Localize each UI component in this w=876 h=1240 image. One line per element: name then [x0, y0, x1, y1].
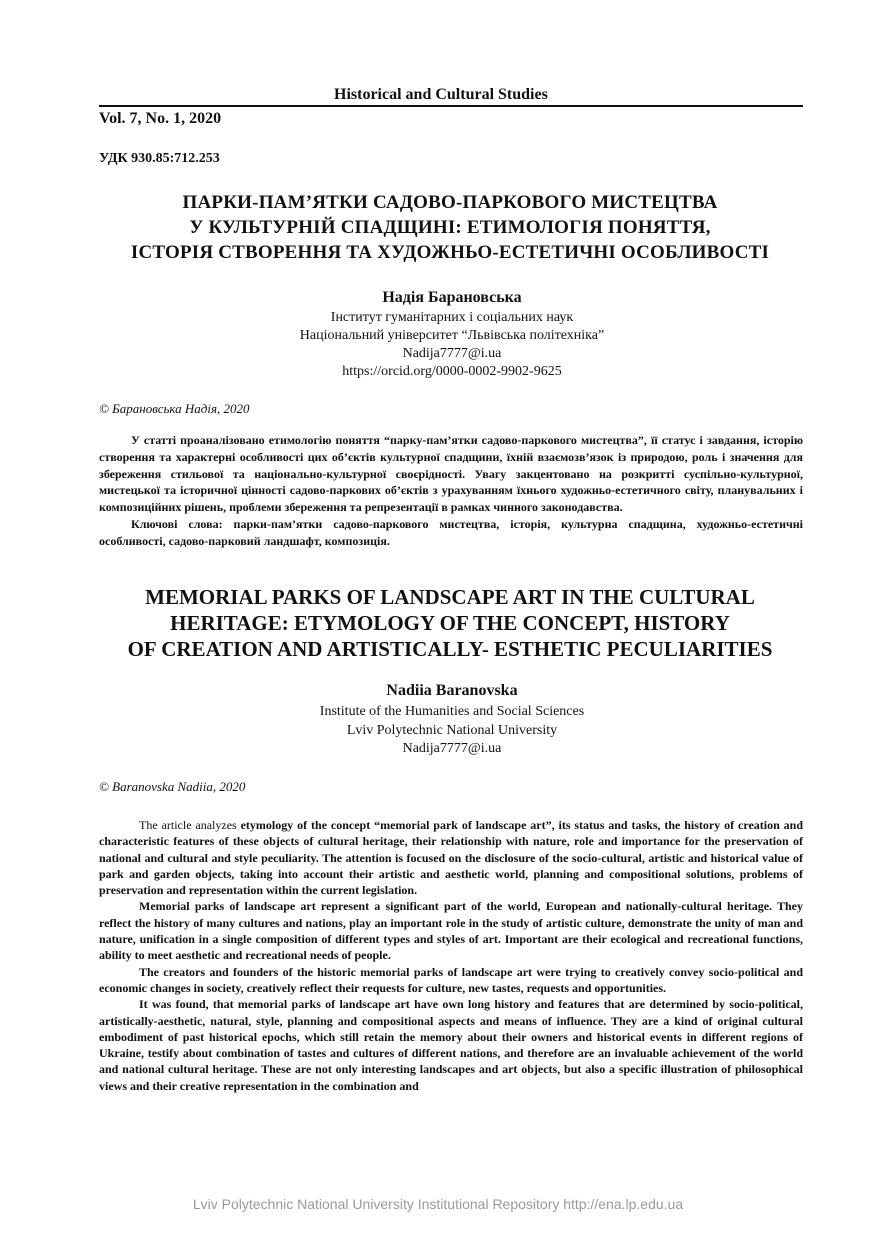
abstract-paragraph: It was found, that memorial parks of landscape art have own long history and features that are determined by socio-political, artistically-aesthetic, natural, style, planning and compositional aspects and means of influence. They are a kind of original cultural embodiment of past historical epochs, which still retain the memory about their owners and historical events in different regions of Ukraine, testify about combination of tastes and cultures of different nations, and therefore are an invaluable achievement of the world and national cultural heritage. These are not only interesting landscapes and art objects, but also a specific illustration of philosophical views and their creative representation in the combination and	[99, 997, 803, 1093]
orcid-link[interactable]: https://orcid.org/0000-0002-9902-9625	[342, 364, 562, 379]
repository-footer: Lviv Polytechnic National University Institutional Repository http://ena.lp.edu.ua	[192, 1196, 684, 1212]
udk-code: УДК 930.85:712.253	[99, 151, 220, 166]
copyright-ukrainian: © Барановська Надія, 2020	[99, 401, 250, 416]
author-ukrainian: Надія Барановська	[382, 289, 522, 306]
affiliation-line: Institute of the Humanities and Social Sciences	[319, 704, 585, 719]
title-en-line: OF CREATION AND ARTISTICALLY- ESTHETIC PECULIARITIES	[127, 637, 773, 661]
title-ua-line: ПАРКИ-ПАМ’ЯТКИ САДОВО-ПАРКОВОГО МИСТЕЦТВА	[182, 192, 718, 213]
title-en-line: HERITAGE: ETYMOLOGY OF THE CONCEPT, HISTORY	[170, 611, 730, 635]
abstract-text: etymology of the concept “memorial park of landscape art”, its status and tasks, the history of creation and characteristic features of these objects of cultural heritage, their relationship with nature, role and importance for the preservation of national and cultural and style peculiarity. The attention is focused on the disclosure of the socio-cultural, artistic and historical value of park and garden objects, taking into account their artistic and aesthetic world, planning and compositional solutions, problems of preservation and representation within the current legislation.	[99, 818, 804, 898]
title-ua-line: ІСТОРІЯ СТВОРЕННЯ ТА ХУДОЖНЬО-ЕСТЕТИЧНІ ОСОБЛИВОСТІ	[130, 242, 770, 263]
abstract-ukrainian	[99, 432, 803, 550]
title-ukrainian	[60, 190, 840, 265]
volume-info: Vol. 7, No. 1, 2020	[99, 110, 222, 127]
affiliation-ukrainian	[0, 309, 876, 381]
title-en-line: MEMORIAL PARKS OF LANDSCAPE ART IN THE CULTURAL	[145, 585, 755, 609]
copyright-english: © Baranovska Nadiia, 2020	[99, 779, 246, 794]
title-english	[60, 584, 840, 662]
email-link[interactable]: Nadija7777@i.ua	[402, 741, 502, 756]
abstract-lead: The article analyzes	[139, 818, 237, 832]
title-ua-line: У КУЛЬТУРНІЙ СПАДЩИНІ: ЕТИМОЛОГІЯ ПОНЯТТЯ,	[189, 217, 711, 238]
affiliation-english	[0, 703, 876, 759]
header-rule	[99, 105, 803, 107]
journal-title: Historical and Cultural Studies	[334, 86, 548, 103]
abstract-paragraph: The creators and founders of the historic memorial parks of landscape art were trying to creatively convey socio-political and economic changes in society, creatively reflect their requests for culture, new tastes, requests and opportunities.	[99, 964, 803, 995]
affiliation-line: Національний університет “Львівська політехніка”	[299, 328, 605, 343]
abstract-paragraph: У статті проаналізовано етимологію поняття “парку-пам’ятки садово-паркового мистецтва”, її статус і завдання, історію створення та характерні особливості цих об’єктів культурної спадщини, їхній взаємозв’язок із природою, роль і значення для збереження стильової та національно-культурної своєрідності. Увагу закцентовано на розкритті суспільно-культурної, мистецької та історичної цінності садово-паркових об’єктів з урахуванням їхнього художньо-естетичного світу, планувальних і композиційних рішень, проблеми збереження та репрезентації в рамках чинного законодавства.	[99, 433, 803, 515]
abstract-paragraph: Memorial parks of landscape art represent a significant part of the world, European and nationally-cultural heritage. They reflect the history of many cultures and nations, play an important role in the study of artistic culture, demonstrate the unity of man and nature, unification in a single composition of different types and styles of art. Important are their ecological and recreational functions, ability to meet aesthetic and recreational needs of people.	[99, 899, 803, 963]
abstract-paragraph	[99, 817, 803, 898]
keywords-paragraph: Ключові слова: парки-пам’ятки садово-паркового мистецтва, історія, культурна спадщина, художньо-естетичні особливості, садово-парковий ландшафт, композиція.	[99, 516, 803, 548]
email-link[interactable]: Nadija7777@i.ua	[402, 346, 502, 361]
abstract-english	[99, 817, 803, 1094]
affiliation-line: Інститут гуманітарних і соціальних наук	[330, 310, 574, 325]
affiliation-line: Lviv Polytechnic National University	[346, 722, 558, 738]
author-english: Nadiia Baranovska	[386, 682, 518, 699]
